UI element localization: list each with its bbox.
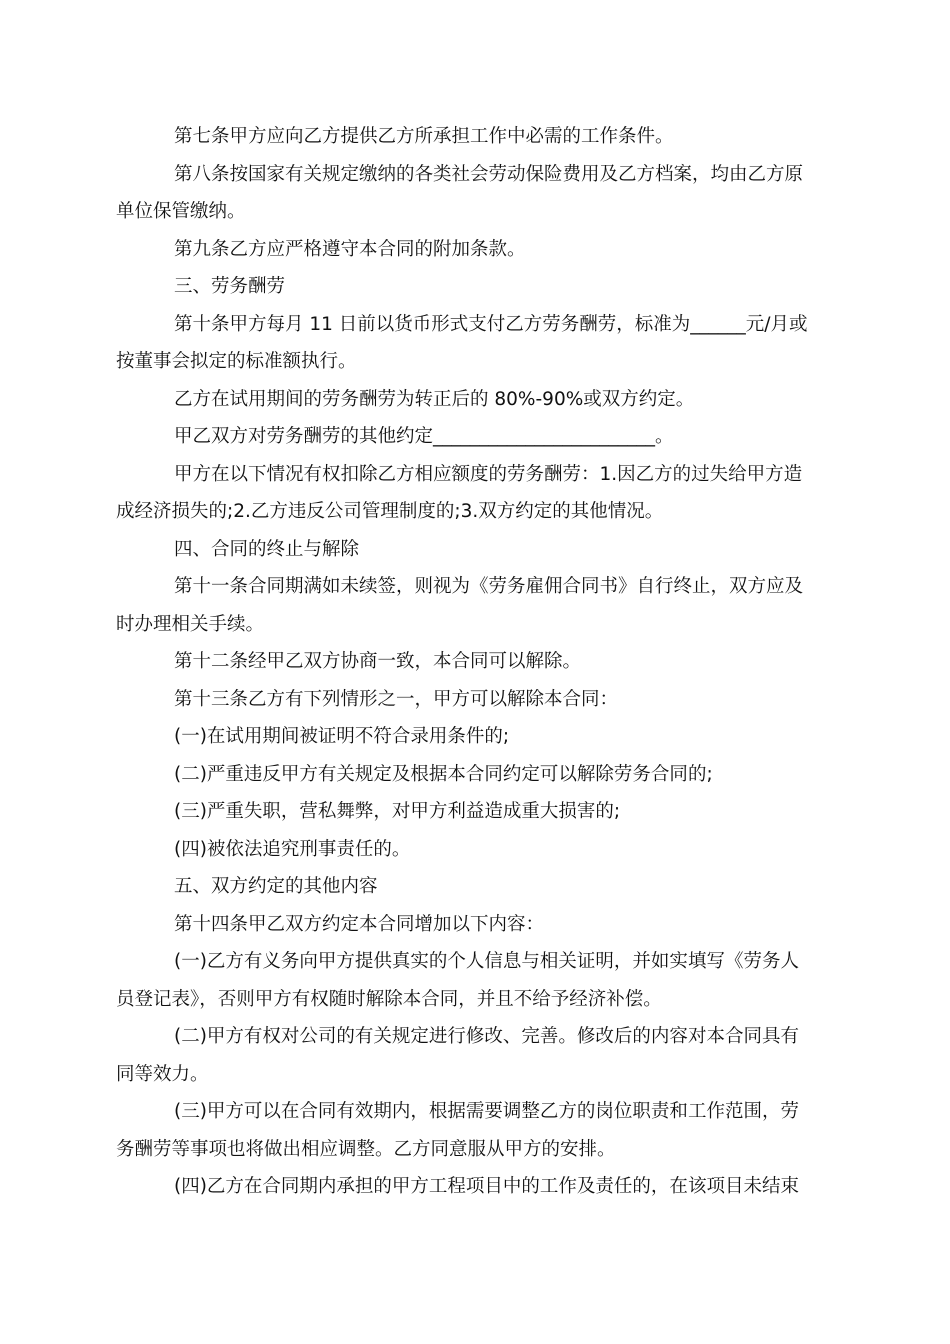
paragraph-line: 第八条按国家有关规定缴纳的各类社会劳动保险费用及乙方档案，均由乙方原 [174, 163, 804, 185]
paragraph-line: 成经济损失的;2.乙方违反公司管理制度的;3.双方约定的其他情况。 [116, 501, 664, 522]
paragraph-line: 甲方在以下情况有权扣除乙方相应额度的劳务酬劳：1.因乙方的过失给甲方造 [174, 463, 803, 485]
paragraph-line: 员登记表》，否则甲方有权随时解除本合同，并且不给予经济补偿。 [116, 988, 662, 1010]
paragraph-line: 第七条甲方应向乙方提供乙方所承担工作中必需的工作条件。 [174, 126, 674, 147]
paragraph-line: 四、合同的终止与解除 [174, 538, 360, 560]
paragraph-line: 乙方在试用期间的劳务酬劳为转正后的 80%-90%或双方约定。 [174, 388, 695, 410]
paragraph-line: 甲乙双方对劳务酬劳的其他约定________________________。 [174, 426, 674, 447]
paragraph-line: (一)乙方有义务向甲方提供真实的个人信息与相关证明，并如实填写《劳务人 [174, 951, 799, 972]
paragraph-line: (一)在试用期间被证明不符合录用条件的; [174, 726, 510, 747]
paragraph-line: 第十二条经甲乙双方协商一致，本合同可以解除。 [174, 651, 582, 672]
paragraph-line: (四)被依法追究刑事责任的。 [174, 838, 411, 860]
paragraph-line: 第十条甲方每月 11 日前以货币形式支付乙方劳务酬劳，标准为______元/月或 [174, 313, 808, 335]
paragraph-line: (二)严重违反甲方有关规定及根据本合同约定可以解除劳务合同的; [174, 763, 713, 785]
paragraph-line: 第十一条合同期满如未续签，则视为《劳务雇佣合同书》自行终止，双方应及 [174, 576, 804, 597]
paragraph-line: (三)严重失职，营私舞弊，对甲方利益造成重大损害的; [174, 801, 621, 822]
paragraph-line: 单位保管缴纳。 [116, 201, 246, 222]
paragraph-line: (三)甲方可以在合同有效期内，根据需要调整乙方的岗位职责和工作范围，劳 [174, 1101, 799, 1122]
paragraph-line: 第十四条甲乙双方约定本合同增加以下内容： [174, 913, 545, 935]
paragraph-line: 第九条乙方应严格遵守本合同的附加条款。 [174, 238, 526, 260]
paragraph-line: 按董事会拟定的标准额执行。 [116, 351, 357, 372]
paragraph-line: (二)甲方有权对公司的有关规定进行修改、完善。修改后的内容对本合同具有 [174, 1026, 799, 1047]
paragraph-line: 时办理相关手续。 [116, 613, 265, 635]
paragraph-line: 务酬劳等事项也将做出相应调整。乙方同意服从甲方的安排。 [116, 1138, 616, 1160]
paragraph-line: (四)乙方在合同期内承担的甲方工程项目中的工作及责任的，在该项目未结束 [174, 1176, 799, 1197]
paragraph-line: 同等效力。 [116, 1063, 209, 1085]
paragraph-line: 五、双方约定的其他内容 [174, 876, 378, 897]
paragraph-line: 三、劳务酬劳 [174, 276, 286, 297]
document-body [116, 118, 834, 1206]
paragraph-line: 第十三条乙方有下列情形之一，甲方可以解除本合同： [174, 688, 619, 710]
